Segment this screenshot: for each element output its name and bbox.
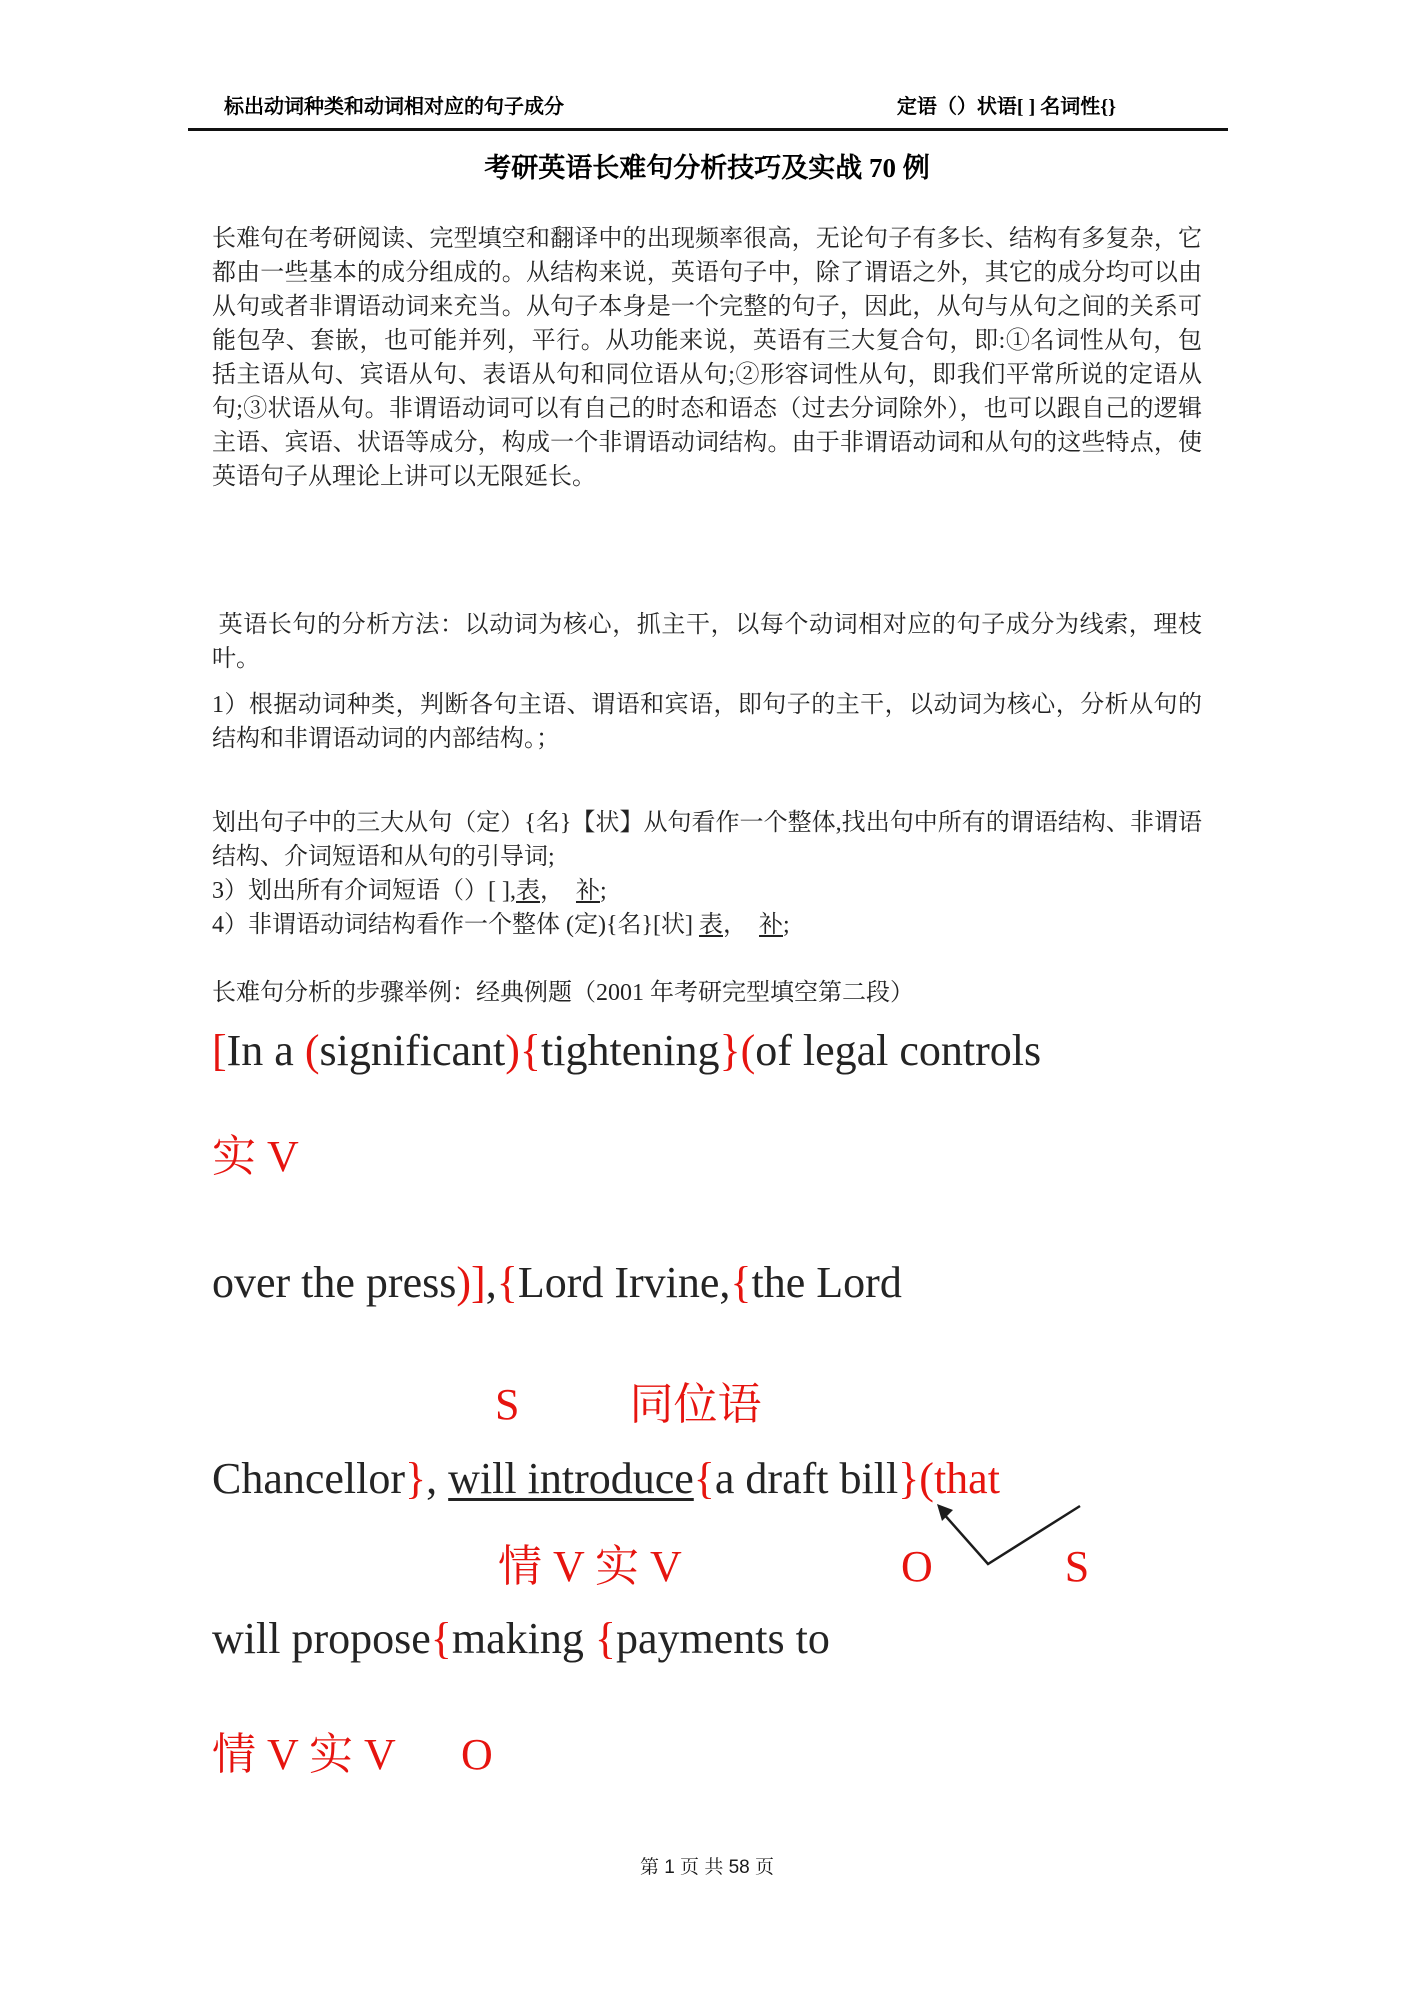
page-footer: 第 1 页 共 58 页 [639,1857,775,1878]
header-right-notation-legend: 定语（）状语[ ] 名词性{} [896,96,1116,118]
header-left-text: 标出动词种类和动词相对应的句子成分 [224,96,564,118]
step-3-line: 3）划出所有介词短语（）[ ],表， 补; [212,878,607,904]
example-sentence-line-2: over the press)],{Lord Irvine,{the Lord [212,1258,902,1307]
step-clauses-paragraph: 划出句子中的三大从句（定）{名}【状】从句看作一个整体,找出句中所有的谓语结构、非谓语结构、介词短语和从句的引导词; [212,810,1202,870]
step-4-line: 4）非谓语动词结构看作一个整体 (定){名}[状] 表， 补; [212,912,790,938]
example-annotation-qing-v-o-s: 情 V 实 V O S [498,1542,1090,1591]
intro-paragraph: 长难句在考研阅读、完型填空和翻译中的出现频率很高，无论句子有多长、结构有多复杂，它都由一些基本的成分组成的。从结构来说，英语句子中，除了谓语之外，其它的成分均可以由从句或者非谓语动词来充当。从句子本身是一个完整的句子，因此，从句与从句之间的关系可能包孕、套嵌，也可能并列，平行。从功能来说，英语有三大复合句，即:①名词性从句，包括主语从句、宾语从句、表语从句和同位语从句;②形容词性从句，即我们平常所说的定语从句;③状语从句。非谓语动词可以有自己的时态和语态（过去分词除外），也可以跟自己的逻辑主语、宾语、状语等成分，构成一个非谓语动词结构。由于非谓语动词和从句的这些特点，使英语句子从理论上讲可以无限延长。 [212,226,1202,490]
document-title: 考研英语长难句分析技巧及实战 70 例 [484,153,930,183]
example-sentence-line-4: will propose{making {payments to [212,1614,830,1663]
method-paragraph: 英语长句的分析方法：以动词为核心，抓主干，以每个动词相对应的句子成分为线索，理枝叶。 [212,612,1203,672]
example-annotation-qing-v-o: 情 V 实 V O [212,1730,493,1779]
example-sentence-line-1: [In a (significant){tightening}(of legal controls [212,1026,1042,1075]
step-1-paragraph: 1）根据动词种类，判断各句主语、谓语和宾语，即句子的主干，以动词为核心，分析从句的结构和非谓语动词的内部结构。； [212,692,1202,752]
example-annotation-shi-v: 实 V [212,1132,299,1181]
example-heading: 长难句分析的步骤举例：经典例题（2001 年考研完型填空第二段） [212,980,914,1006]
example-annotation-subject-appositive: S 同位语 [495,1380,762,1429]
page-header [188,90,1228,131]
example-sentence-line-3: Chancellor}, will introduce{a draft bill}(that [212,1454,1000,1503]
